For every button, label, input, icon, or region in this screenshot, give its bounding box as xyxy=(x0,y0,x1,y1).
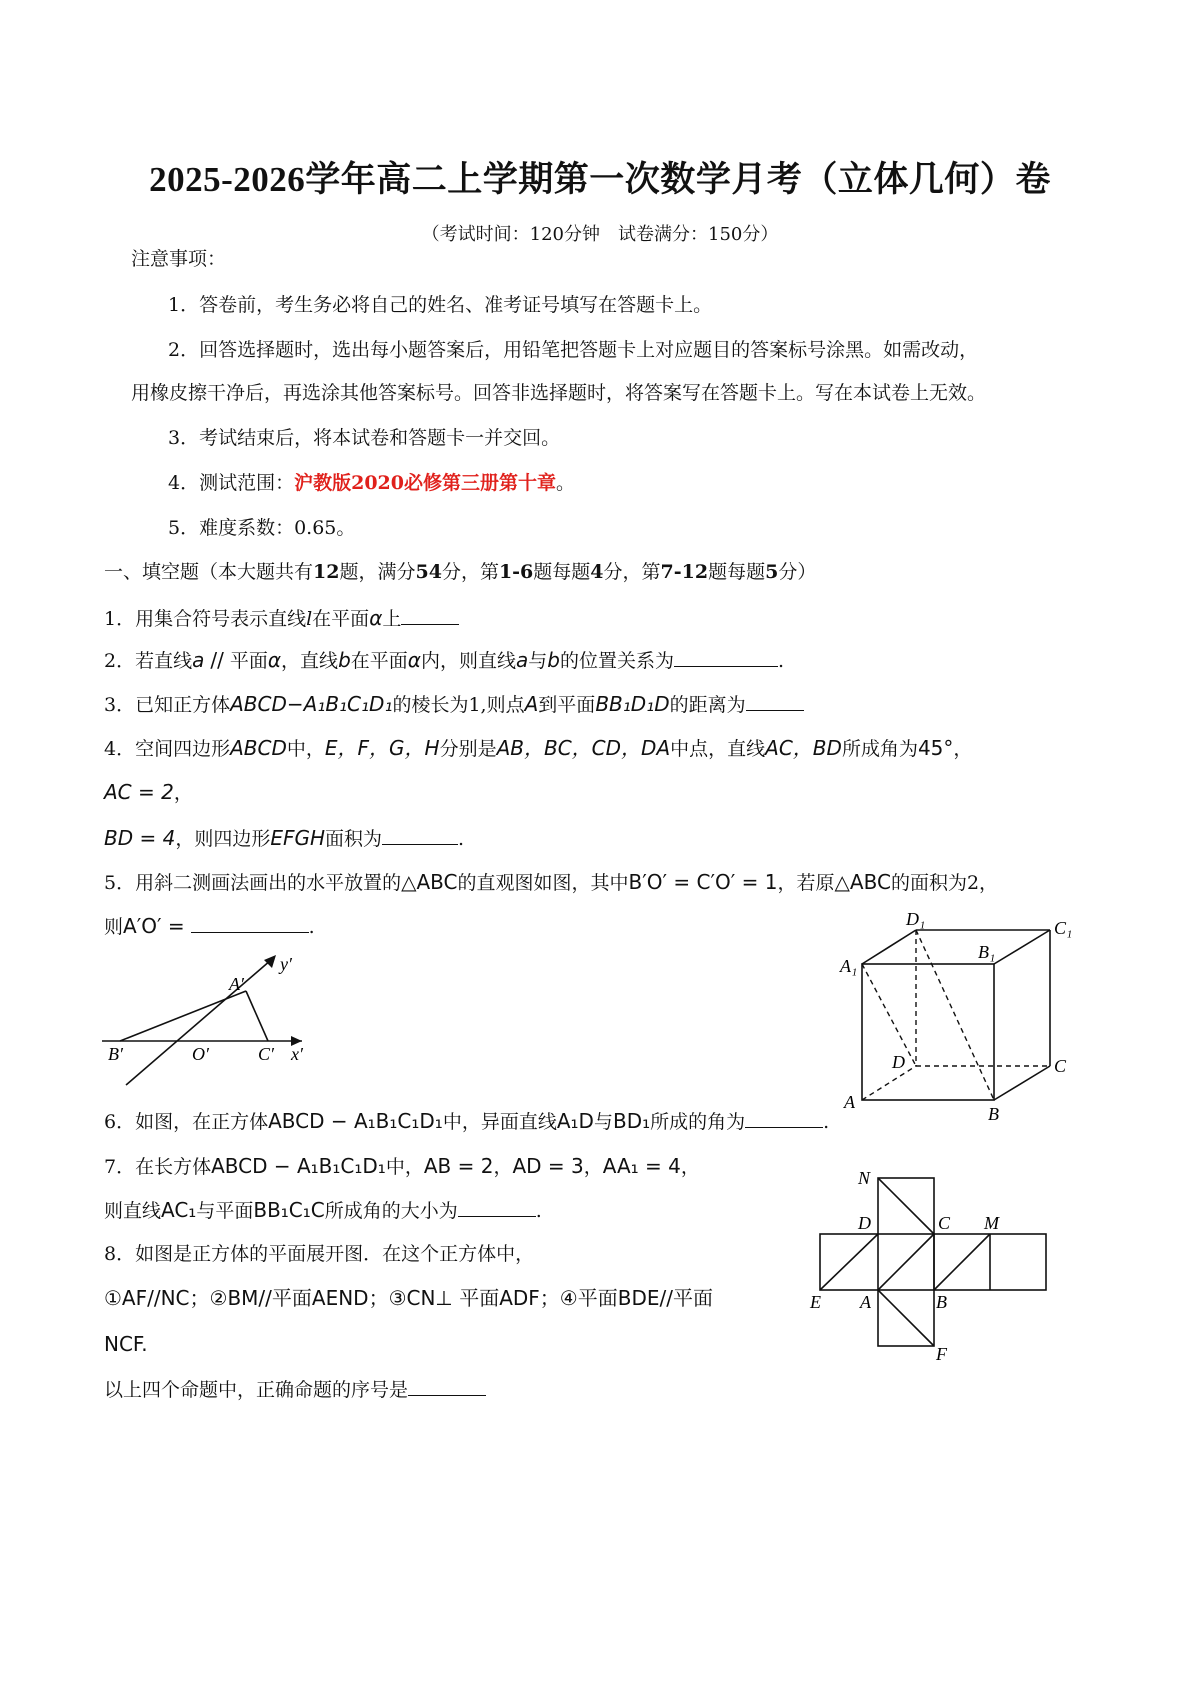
question-3: 3．已知正方体ABCD−A₁B₁C₁D₁的棱长为1,则点A到平面BB₁D₁D的距离为 xyxy=(104,690,804,719)
label-x-axis: x′ xyxy=(291,1044,303,1064)
label-m: M xyxy=(984,1213,999,1233)
label-c: C xyxy=(938,1213,951,1233)
question-5-line-1: 5．用斜二测画法画出的水平放置的△ABC的直观图如图，其中B′O′ = C′O′ = 1，若原△ABC的面积为2， xyxy=(104,870,999,894)
label-a: A xyxy=(844,1092,855,1112)
answer-blank[interactable] xyxy=(382,826,458,845)
answer-blank[interactable] xyxy=(458,1198,536,1217)
answer-blank[interactable] xyxy=(408,1377,486,1396)
note-2b: 用橡皮擦干净后，再选涂其他答案标号。回答非选择题时，将答案写在答题卡上。写在本试卷上无效。 xyxy=(131,382,987,404)
question-7-line-1: 7．在长方体ABCD − A₁B₁C₁D₁中，AB = 2，AD = 3，AA₁ = 4， xyxy=(104,1154,700,1178)
note-3: 3．考试结束后，将本试卷和答题卡一并交回。 xyxy=(168,427,561,449)
note-1: 1．答卷前，考生务必将自己的姓名、准考证号填写在答题卡上。 xyxy=(168,294,713,316)
note-2a: 2．回答选择题时，选出每小题答案后，用铅笔把答题卡上对应题目的答案标号涂黑。如需改动， xyxy=(168,339,979,361)
label-y-axis: y′ xyxy=(280,954,292,974)
label-b: B xyxy=(936,1292,947,1312)
label-a-prime: A′ xyxy=(229,974,244,994)
question-7-line-2: 则直线AC₁与平面BB₁C₁C所成角的大小为 . xyxy=(104,1198,542,1222)
note-4: 4．测试范围：沪教版2020必修第三册第十章。 xyxy=(168,472,575,494)
page-title: 2025-2026学年高二上学期第一次数学月考（立体几何）卷 xyxy=(149,160,1051,199)
question-4-line-3: BD = 4，则四边形EFGH面积为 . xyxy=(104,826,465,850)
question-8-propositions-cont: NCF. xyxy=(104,1332,148,1356)
exam-info: （考试时间：120分钟 试卷满分：150分） xyxy=(421,224,779,245)
label-e: E xyxy=(810,1292,821,1312)
answer-blank[interactable] xyxy=(674,648,778,667)
label-n: N xyxy=(858,1168,871,1188)
question-6: 6．如图，在正方体ABCD − A₁B₁C₁D₁中，异面直线A₁D与BD₁所成的角为 . xyxy=(104,1109,830,1133)
cube-net-figure xyxy=(808,1166,1058,1362)
question-4-line-1: 4．空间四边形ABCD中，E，F，G，H分别是AB，BC，CD，DA中点，直线AC，BD所成角为45°， xyxy=(104,736,973,760)
note-5: 5．难度系数：0.65。 xyxy=(168,517,356,539)
question-1: 1．用集合符号表示直线l在平面α上 xyxy=(104,604,459,633)
notes-heading: 注意事项： xyxy=(131,248,227,270)
answer-blank[interactable] xyxy=(746,692,804,711)
label-o-prime: O′ xyxy=(192,1044,209,1064)
section-heading: 一、填空题（本大题共有12题，满分54分，第1-6题每题4分，第7-12题每题5分） xyxy=(104,561,817,583)
answer-blank[interactable] xyxy=(745,1109,823,1128)
question-4-line-2: AC = 2， xyxy=(104,780,193,804)
label-b: B xyxy=(988,1104,999,1124)
answer-blank[interactable] xyxy=(401,606,459,625)
question-5-line-2: 则A′O′ = . xyxy=(104,914,315,938)
question-8-ask: 以上四个命题中，正确命题的序号是 xyxy=(104,1376,486,1404)
label-b-prime: B′ xyxy=(108,1044,123,1064)
label-a1: A₁ xyxy=(840,956,858,976)
question-8-line-1: 8．如图是正方体的平面展开图．在这个正方体中， xyxy=(104,1243,535,1265)
oblique-projection-figure xyxy=(96,950,326,1090)
test-range: 沪教版2020必修第三册第十章 xyxy=(294,472,556,494)
label-b1: B₁ xyxy=(978,942,996,962)
answer-blank[interactable] xyxy=(191,914,309,933)
label-f: F xyxy=(936,1344,947,1362)
label-c: C xyxy=(1054,1056,1067,1076)
label-c1: C₁ xyxy=(1054,918,1073,938)
label-c-prime: C′ xyxy=(258,1044,274,1064)
label-d: D xyxy=(858,1213,871,1233)
cube-figure xyxy=(838,906,1088,1126)
label-d: D xyxy=(892,1052,905,1072)
question-2: 2．若直线a // 平面α，直线b在平面α内，则直线a与b的位置关系为 . xyxy=(104,648,785,672)
question-8-propositions: ①AF//NC；②BM//平面AEND；③CN⊥ 平面ADF；④平面BDE//平面 xyxy=(104,1286,713,1310)
label-d1: D₁ xyxy=(906,909,926,929)
label-a: A xyxy=(860,1292,871,1312)
